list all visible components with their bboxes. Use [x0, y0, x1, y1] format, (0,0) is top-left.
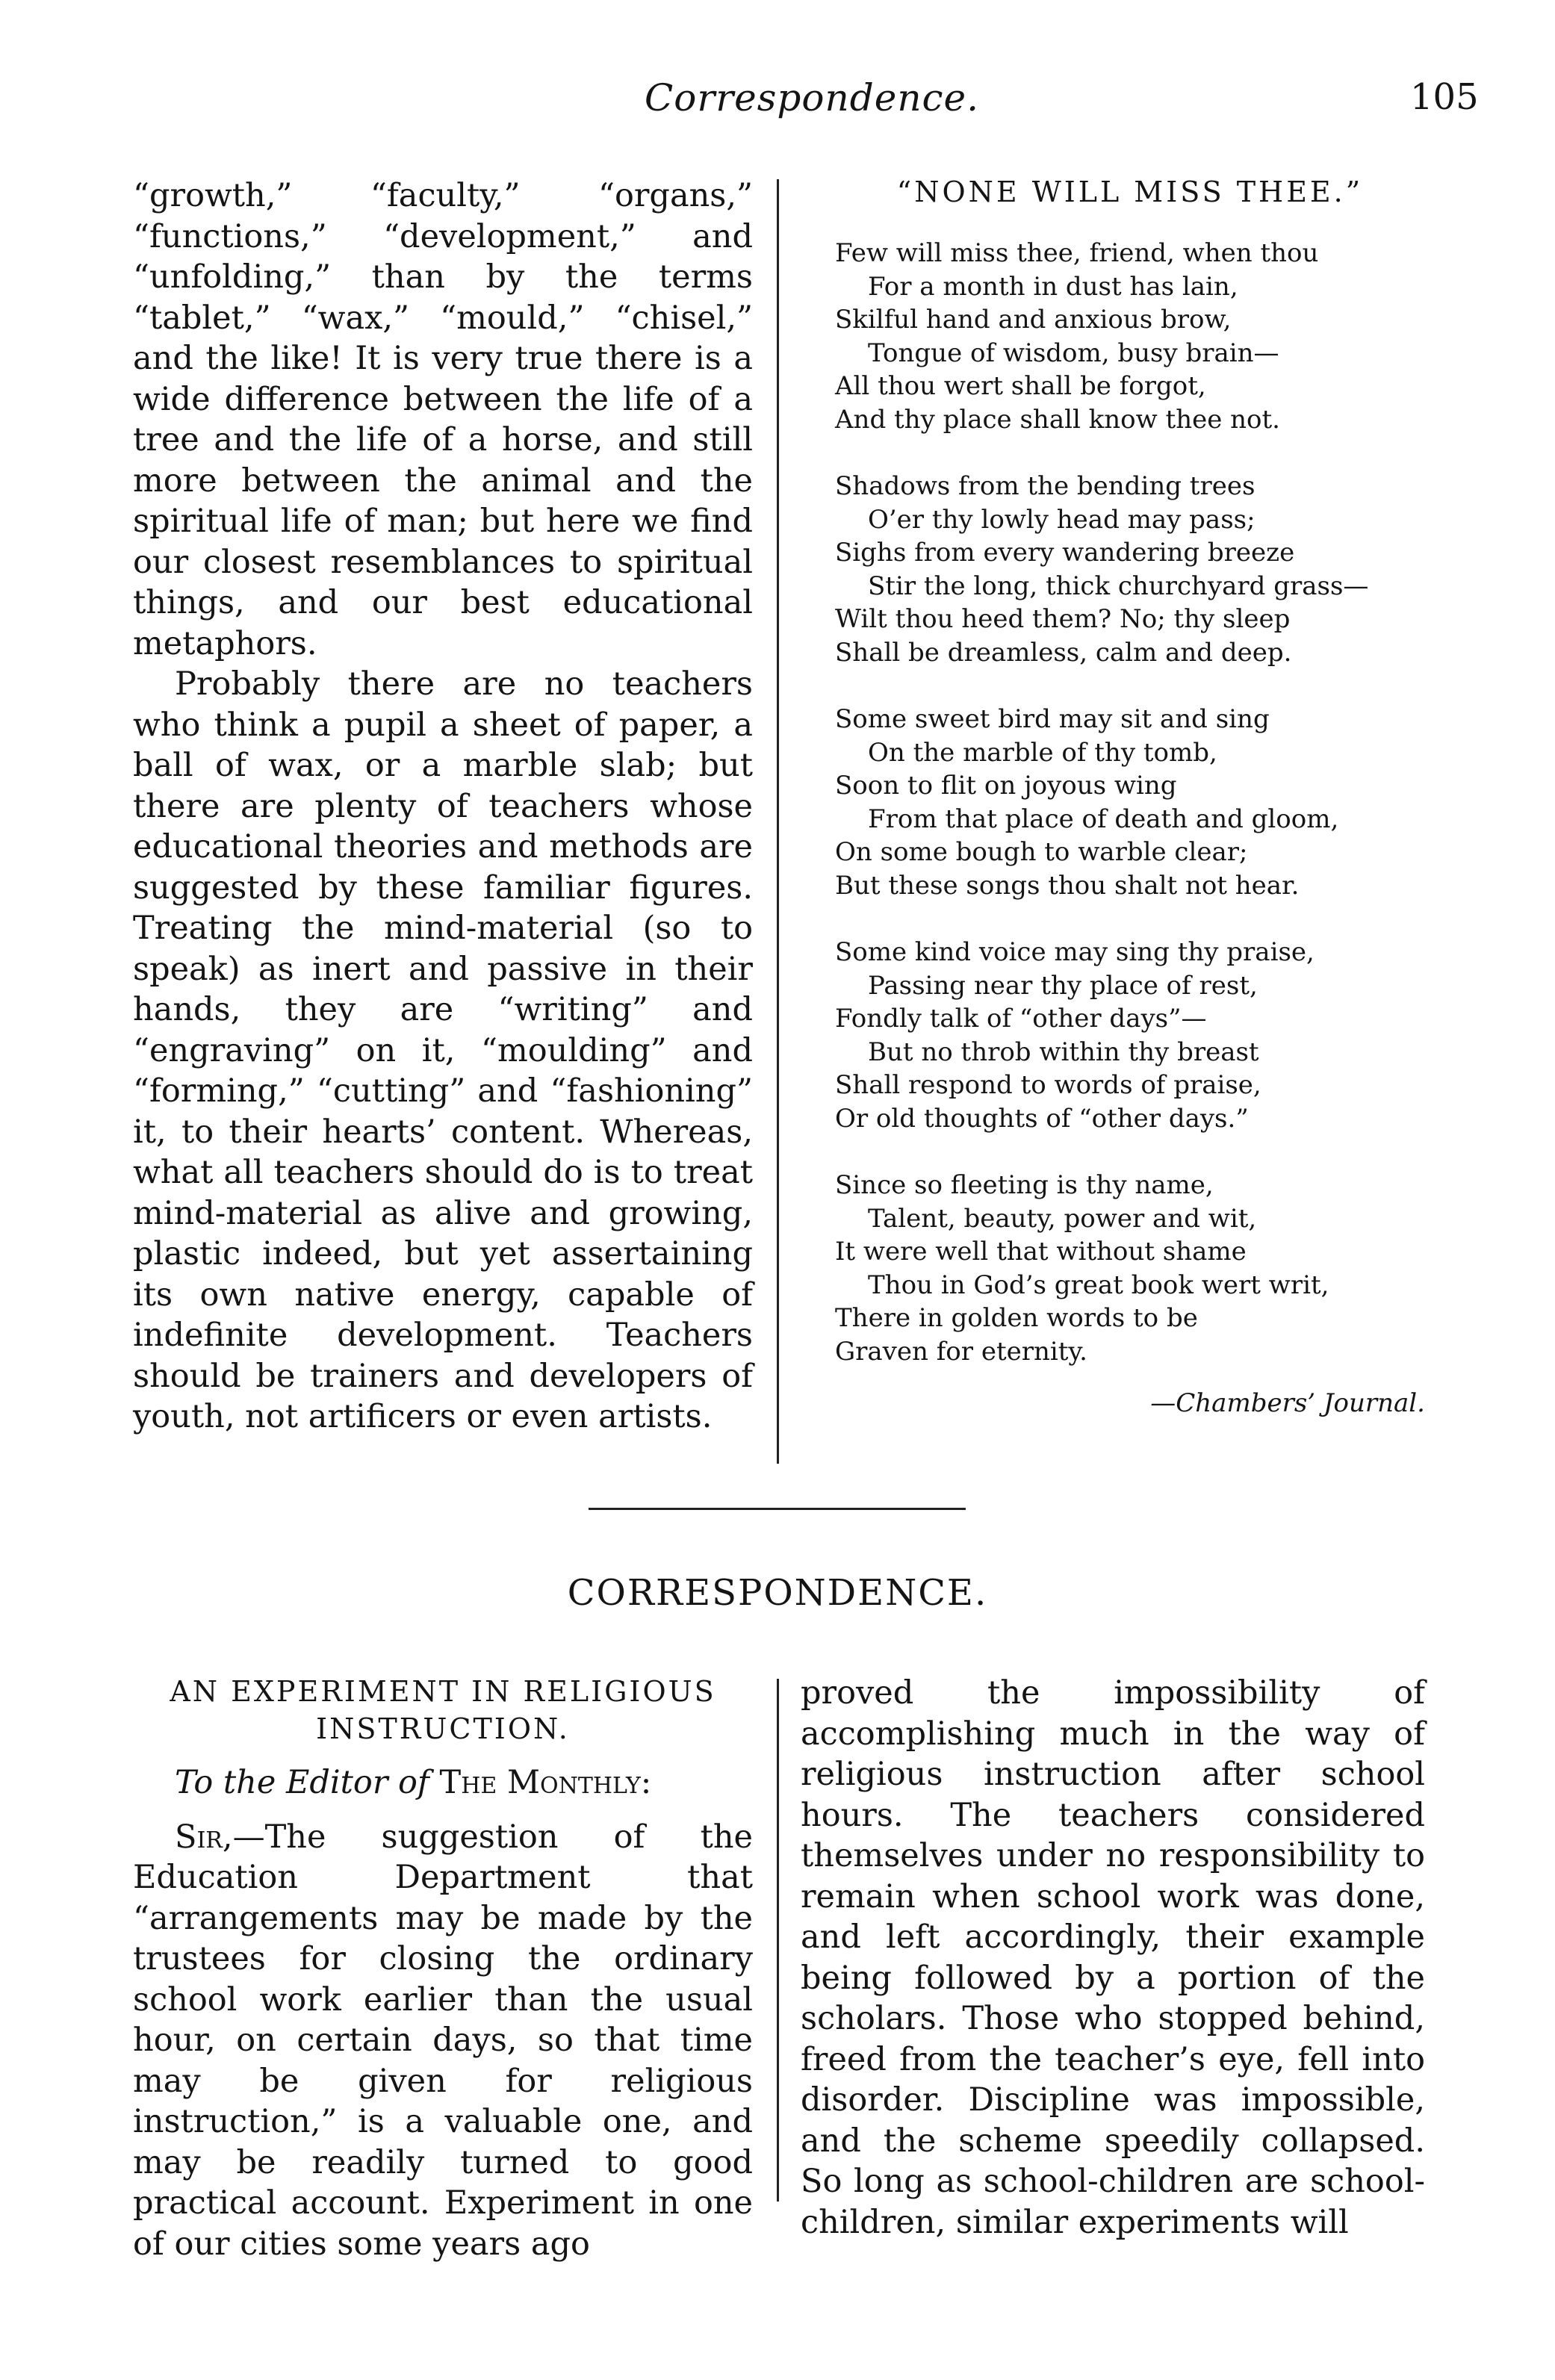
- poem-line: All thou wert shall be forgot,: [835, 371, 1206, 401]
- essay-column: [133, 175, 753, 1438]
- salutation-to: To the Editor of: [175, 1764, 429, 1801]
- poem-line: Thou in God’s great book wert writ,: [868, 1270, 1329, 1300]
- poem-line: Skilful hand and anxious brow,: [835, 305, 1232, 335]
- poem-line: But these songs thou shalt not hear.: [835, 870, 1300, 901]
- poem-line: From that place of death and gloom,: [868, 804, 1339, 834]
- article-title-line-2: INSTRUCTION.: [316, 1712, 570, 1745]
- poem-line: But no throb within thy breast: [868, 1037, 1259, 1067]
- letter-column-left: [133, 1673, 753, 2264]
- essay-paragraph-1: “growth,” “faculty,” “organs,” “functions,” “development,” and “unfolding,” than by the terms “tablet,” “wax,” “mould,” “chisel,” and the like! It is very true there is a wide difference between the life of a tree and the life of a horse, and still more between the animal and the spiritual life of man; but here we find our closest resemblances to spiritual things, and our best educational metaphors.: [133, 177, 753, 662]
- poem-line: Passing near thy place of rest,: [868, 970, 1258, 1001]
- poem-stanza-4: [835, 936, 1425, 1135]
- salutation-colon: :: [640, 1764, 652, 1801]
- poem-title: “NONE WILL MISS THEE.”: [896, 175, 1364, 208]
- poem-stanza-3: [835, 703, 1425, 902]
- poem-line: Shall be dreamless, calm and deep.: [835, 637, 1292, 668]
- poem-line: Talent, beauty, power and wit,: [868, 1203, 1257, 1234]
- poem-line: O’er thy lowly head may pass;: [868, 504, 1256, 535]
- poem-line: For a month in dust has lain,: [868, 271, 1238, 302]
- letter-paragraph-continued: proved the impossibility of accomplishing much in the way of religious instruction after school hours. The teachers considered themselves under no responsibility to remain when school work was done, and left accordingly, their example being followed by a portion of the scholars. Those who stopped behind, freed from the teacher’s eye, fell into disorder. Discipline was impossible, and the scheme speedily collapsed. So long as school-children are school-children, similar experiments will: [801, 1674, 1425, 2241]
- essay-paragraph-2: Probably there are no teachers who think a pupil a sheet of paper, a ball of wax, or a marble slab; but there are plenty of teachers whose educational theories and methods are suggested by these familiar figures. Treating the mind-material (so to speak) as inert and passive in their hands, they are “writing” and “engraving” on it, “moulding” and “forming,” “cutting” and “fashioning” it, to their hearts’ content. Whereas, what all teachers should do is to treat mind-material as alive and growing, plastic indeed, but yet assertaining its own native energy, capable of indefinite development. Teachers should be trainers and developers of youth, not artificers or even artists.: [133, 665, 753, 1435]
- poem-line: Shall respond to words of praise,: [835, 1070, 1261, 1100]
- poem-column: [835, 175, 1425, 1418]
- column-divider-bottom: [777, 1679, 779, 2202]
- poem-stanza-2: [835, 470, 1425, 669]
- letter-column-right: [801, 1673, 1425, 2243]
- letter-text-left: —The suggestion of the Education Department that “arrangements may be made by the trustees for closing the ordinary school work earlier than the usual hour, on certain days, so that time may be given for religious instruction,” is a valuable one, and may be readily turned to good practical account. Experiment in one of our cities some years ago: [133, 1818, 753, 2263]
- letter-sir: Sir,: [175, 1818, 233, 1856]
- salutation: [133, 1762, 753, 1803]
- poem-line: Fondly talk of “other days”—: [835, 1004, 1207, 1034]
- poem-line: There in golden words to be: [835, 1303, 1198, 1333]
- page-number: 105: [1410, 76, 1479, 118]
- poem-line: On some bough to warble clear;: [835, 837, 1248, 867]
- poem-line: Sighs from every wandering breeze: [835, 538, 1295, 568]
- running-title: Correspondence.: [645, 76, 980, 119]
- poem-line: Tongue of wisdom, busy brain—: [868, 338, 1279, 368]
- column-divider-top: [777, 179, 779, 1464]
- poem-line: Some sweet bird may sit and sing: [835, 704, 1270, 734]
- poem-line: Since so fleeting is thy name,: [835, 1170, 1214, 1200]
- section-divider: [589, 1508, 966, 1510]
- article-title-line-1: AN EXPERIMENT IN RELIGIOUS: [170, 1675, 716, 1708]
- poem-source: —Chambers’ Journal.: [1150, 1388, 1425, 1418]
- poem-line: Or old thoughts of “other days.”: [835, 1103, 1249, 1134]
- poem-line: Wilt thou heed them? No; thy sleep: [835, 604, 1291, 634]
- section-heading: CORRESPONDENCE.: [567, 1572, 988, 1614]
- article-title: [133, 1673, 753, 1747]
- poem-line: On the marble of thy tomb,: [868, 737, 1217, 768]
- poem-line: Graven for eternity.: [835, 1336, 1087, 1367]
- letter-paragraph-1: [133, 1817, 753, 2265]
- salutation-publication: The Monthly: [439, 1764, 641, 1801]
- poem-line: It were well that without shame: [835, 1237, 1247, 1267]
- poem-line: And thy place shall know thee not.: [835, 404, 1280, 435]
- poem-line: Some kind voice may sing thy praise,: [835, 937, 1315, 967]
- poem-line: Soon to flit on joyous wing: [835, 771, 1177, 801]
- poem-line: Stir the long, thick churchyard grass—: [868, 571, 1369, 601]
- poem-stanza-5: [835, 1169, 1425, 1368]
- poem-line: Few will miss thee, friend, when thou: [835, 238, 1319, 268]
- poem-line: Shadows from the bending trees: [835, 471, 1256, 501]
- poem-stanza-1: [835, 237, 1425, 436]
